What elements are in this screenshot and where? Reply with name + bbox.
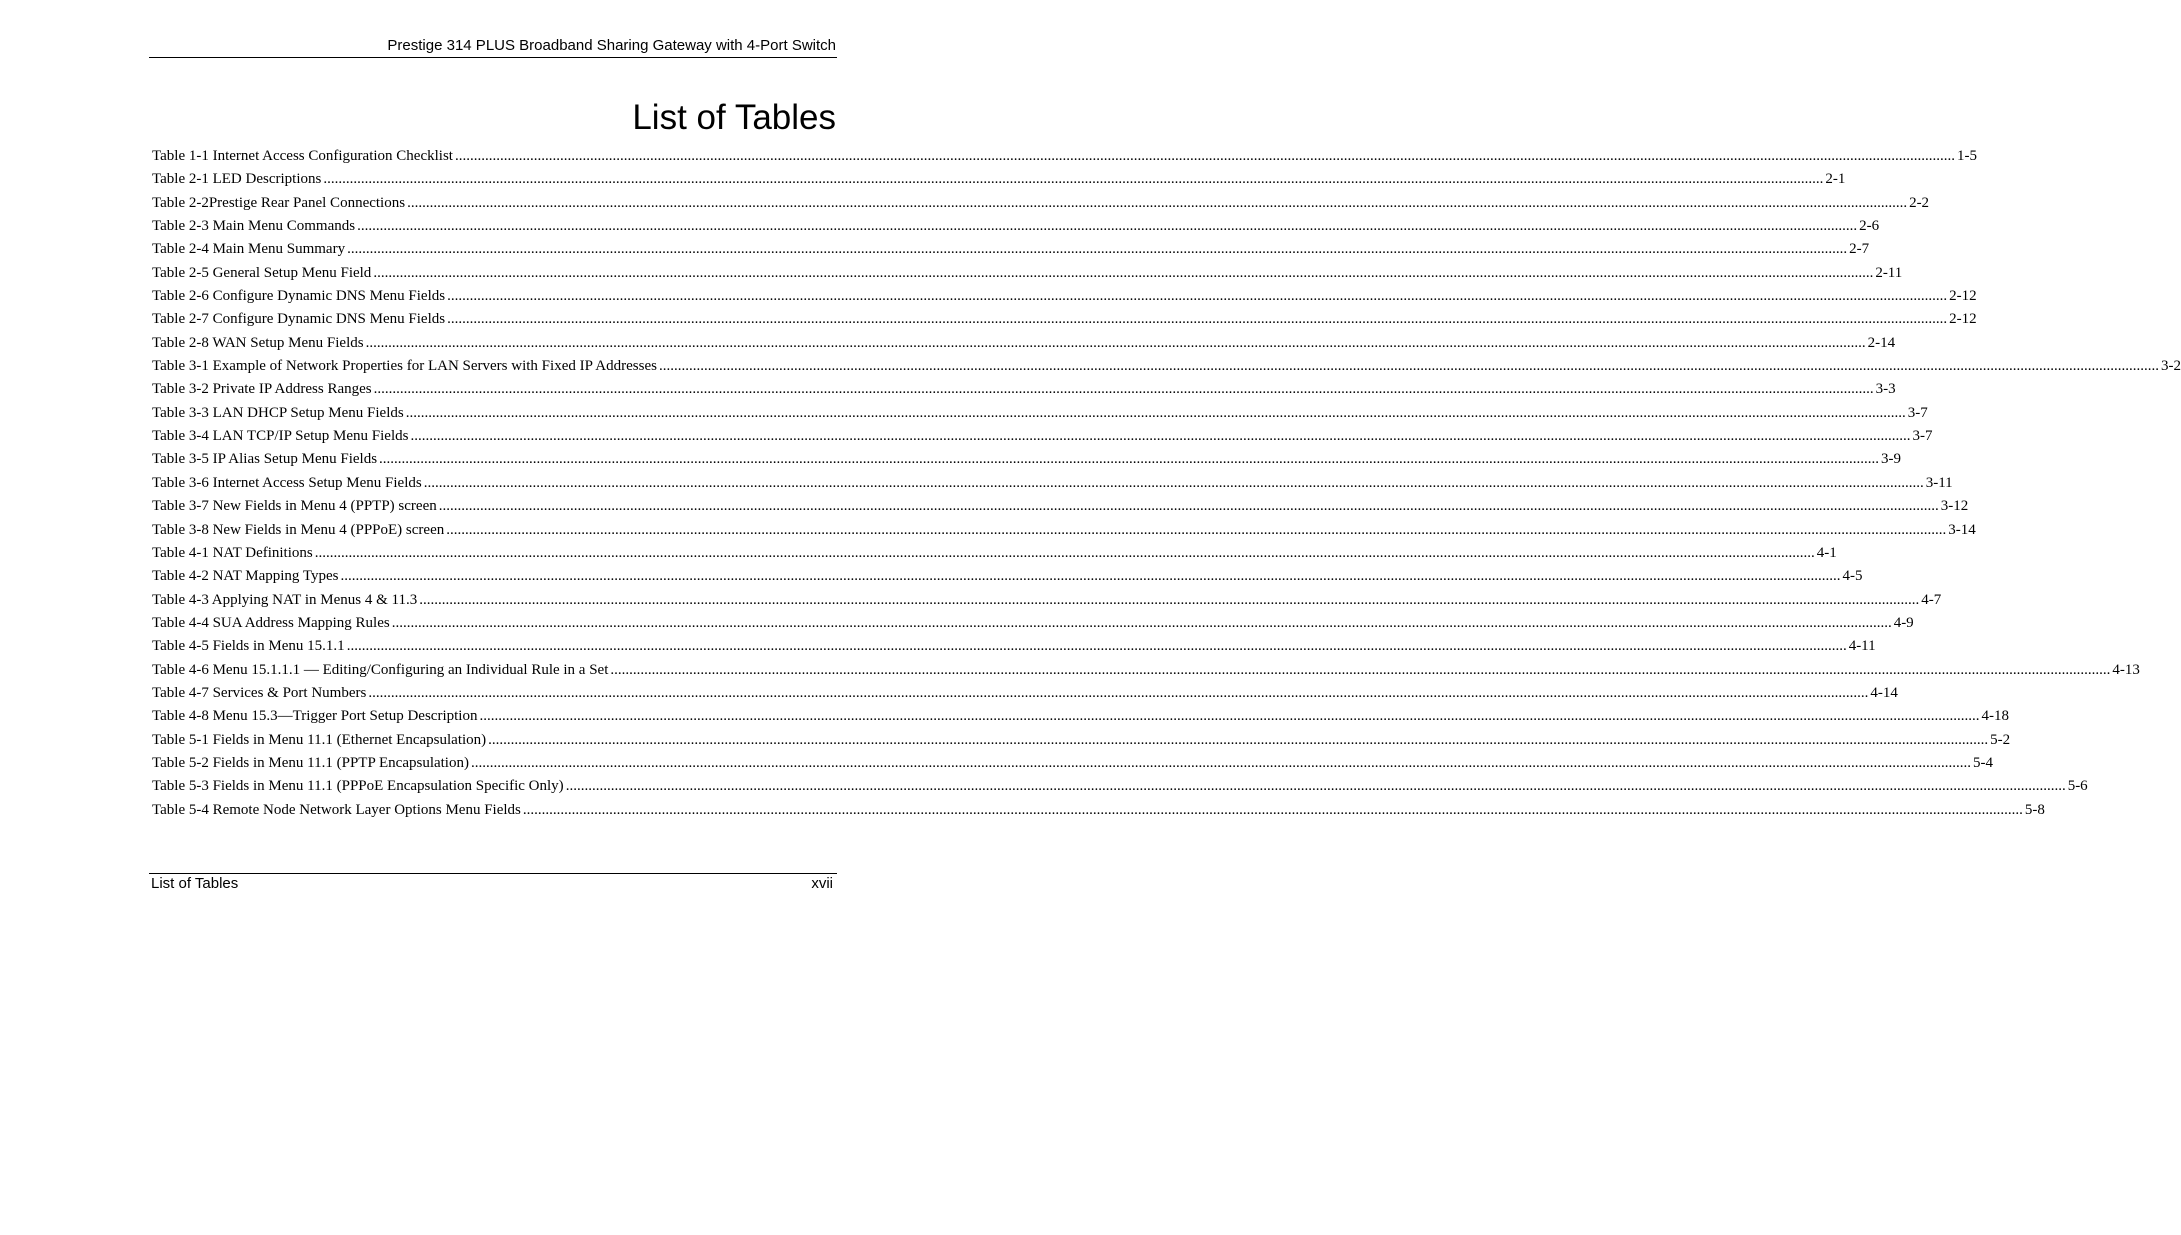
toc-entry[interactable] [152,308,1977,331]
toc-entry-page: 2-14 [1867,334,1896,351]
toc-entry-label: Table 3-7 New Fields in Menu 4 (PPTP) screen [152,498,437,515]
footer-page-number: xvii [811,875,833,892]
toc-entry-label: Table 5-3 Fields in Menu 11.1 (PPPoE Encapsulation Specific Only) [152,778,564,795]
toc-entry-page: 2-2 [1909,194,1930,211]
toc-entry-label: Table 4-7 Services & Port Numbers [152,684,367,701]
toc-entry-page: 4-13 [2112,661,2140,678]
dot-leader: ................................................................................................................................................................................................................................................................................................................................................................................................................ [347,241,1848,258]
dot-leader: ................................................................................................................................................................................................................................................................................................................................................................................................................ [357,218,1858,235]
toc-entry-label: Table 3-2 Private IP Address Ranges [152,381,372,398]
toc-entry-label: Table 4-4 SUA Address Mapping Rules [152,614,390,631]
dot-leader: ................................................................................................................................................................................................................................................................................................................................................................................................................ [522,801,2023,818]
dot-leader: ................................................................................................................................................................................................................................................................................................................................................................................................................ [658,358,2159,375]
toc-entry-page: 2-12 [1949,311,1977,328]
toc-entry[interactable] [152,659,2140,682]
toc-entry[interactable] [152,332,1896,355]
toc-entry-label: Table 1-1 Internet Access Configuration Checklist [152,148,453,164]
dot-leader: ................................................................................................................................................................................................................................................................................................................................................................................................................ [423,474,1924,491]
dot-leader: ................................................................................................................................................................................................................................................................................................................................................................................................................ [479,708,1980,725]
toc-entry-page: 4-11 [1848,638,1876,655]
dot-leader: ................................................................................................................................................................................................................................................................................................................................................................................................................ [340,568,1841,585]
toc-entry-label: Table 4-3 Applying NAT in Menus 4 & 11.3 [152,591,418,608]
toc-entry-label: Table 2-7 Configure Dynamic DNS Menu Fields [152,311,446,328]
toc-entry-page: 5-4 [1972,754,1993,771]
dot-leader: ................................................................................................................................................................................................................................................................................................................................................................................................................ [323,171,1824,188]
toc-entry-page: 2-11 [1875,264,1903,281]
toc-entry-label: Table 2-3 Main Menu Commands [152,218,356,235]
toc-entry[interactable] [152,682,1898,705]
dot-leader: ................................................................................................................................................................................................................................................................................................................................................................................................................ [610,661,2111,678]
dot-leader: ................................................................................................................................................................................................................................................................................................................................................................................................................ [565,778,2066,795]
toc-entry[interactable] [152,495,1969,518]
dot-leader: ................................................................................................................................................................................................................................................................................................................................................................................................................ [405,404,1906,421]
toc-entry[interactable] [152,238,1870,261]
dot-leader: ................................................................................................................................................................................................................................................................................................................................................................................................................ [438,498,1939,515]
toc-entry-page: 3-2 [2160,358,2181,375]
toc-entry-page: 3-11 [1925,474,1953,491]
dot-leader: ................................................................................................................................................................................................................................................................................................................................................................................................................ [410,428,1911,445]
toc-entry-page: 3-12 [1940,498,1969,515]
dot-leader: ................................................................................................................................................................................................................................................................................................................................................................................................................ [368,684,1869,701]
toc-entry-label: Table 3-8 New Fields in Menu 4 (PPPoE) screen [152,521,445,538]
dot-leader: ................................................................................................................................................................................................................................................................................................................................................................................................................ [314,544,1815,561]
toc-entry[interactable] [152,262,1903,285]
toc-entry[interactable] [152,705,2009,728]
toc-entry-label: Table 5-4 Remote Node Network Layer Options Menu Fields [152,801,521,818]
toc-entry-label: Table 2-8 WAN Setup Menu Fields [152,334,364,351]
dot-leader: ................................................................................................................................................................................................................................................................................................................................................................................................................ [373,381,1874,398]
toc-entry[interactable] [152,752,1993,775]
toc-entry[interactable] [152,612,1914,635]
dot-leader: ................................................................................................................................................................................................................................................................................................................................................................................................................ [454,148,1955,164]
toc-entry-label: Table 4-5 Fields in Menu 15.1.1 [152,638,345,655]
toc-entry-page: 2-7 [1849,241,1870,258]
toc-entry-label: Table 4-1 NAT Definitions [152,544,313,561]
toc-entry-page: 3-9 [1881,451,1902,468]
table-of-tables-list [152,145,2181,822]
toc-entry-label: Table 3-5 IP Alias Setup Menu Fields [152,451,378,468]
toc-entry-page: 4-9 [1893,614,1914,631]
toc-entry-label: Table 2-4 Main Menu Summary [152,241,346,258]
toc-entry[interactable] [152,402,1928,425]
footer-section-name: List of Tables [151,875,239,892]
toc-entry-label: Table 2-5 General Setup Menu Field [152,264,372,281]
toc-entry[interactable] [152,145,1977,168]
dot-leader: ................................................................................................................................................................................................................................................................................................................................................................................................................ [447,288,1948,305]
toc-entry-page: 2-12 [1949,288,1977,305]
toc-entry-label: Table 3-3 LAN DHCP Setup Menu Fields [152,404,404,421]
toc-entry-page: 4-5 [1842,568,1863,585]
toc-entry-label: Table 3-4 LAN TCP/IP Setup Menu Fields [152,428,409,445]
toc-entry[interactable] [152,589,1942,612]
toc-entry-page: 5-6 [2067,778,2088,795]
toc-entry[interactable] [152,565,1863,588]
toc-entry[interactable] [152,448,1902,471]
toc-entry[interactable] [152,168,1846,191]
toc-entry-label: Table 3-6 Internet Access Setup Menu Fields [152,474,422,491]
toc-entry-label: Table 3-1 Example of Network Properties for LAN Servers with Fixed IP Addresses [152,358,657,375]
page-title: List of Tables [632,98,836,137]
toc-entry-page: 3-3 [1875,381,1896,398]
toc-entry[interactable] [152,192,1930,215]
toc-entry-page: 5-2 [1990,731,2011,748]
toc-entry[interactable] [152,729,2011,752]
dot-leader: ................................................................................................................................................................................................................................................................................................................................................................................................................ [446,521,1947,538]
toc-entry-page: 4-1 [1816,544,1837,561]
toc-entry[interactable] [152,635,1876,658]
toc-entry-label: Table 5-2 Fields in Menu 11.1 (PPTP Encapsulation) [152,754,469,771]
toc-entry[interactable] [152,542,1837,565]
dot-leader: ................................................................................................................................................................................................................................................................................................................................................................................................................ [488,731,1989,748]
toc-entry-label: Table 4-6 Menu 15.1.1.1 — Editing/Configuring an Individual Rule in a Set [152,661,609,678]
toc-entry-label: Table 4-2 NAT Mapping Types [152,568,339,585]
toc-entry[interactable] [152,775,2088,798]
toc-entry-label: Table 2-2Prestige Rear Panel Connections [152,194,406,211]
dot-leader: ................................................................................................................................................................................................................................................................................................................................................................................................................ [470,754,1971,771]
toc-entry[interactable] [152,799,2045,822]
toc-entry-page: 4-14 [1870,684,1898,701]
toc-entry[interactable] [152,215,1880,238]
toc-entry-page: 4-7 [1921,591,1942,608]
toc-entry-page: 3-7 [1907,404,1928,421]
toc-entry[interactable] [152,472,1953,495]
running-header-title: Prestige 314 PLUS Broadband Sharing Gateway with 4-Port Switch [387,37,836,54]
toc-entry[interactable] [152,425,1933,448]
dot-leader: ................................................................................................................................................................................................................................................................................................................................................................................................................ [447,311,1948,328]
toc-entry-page: 3-14 [1948,521,1976,538]
header-divider [149,57,837,58]
dot-leader: ................................................................................................................................................................................................................................................................................................................................................................................................................ [365,334,1866,351]
toc-entry-page: 3-7 [1912,428,1933,445]
toc-entry-page: 4-18 [1981,708,2009,725]
dot-leader: ................................................................................................................................................................................................................................................................................................................................................................................................................ [419,591,1920,608]
toc-entry[interactable] [152,355,2181,378]
toc-entry-page: 2-6 [1859,218,1880,235]
toc-entry-page: 1-5 [1956,148,1977,164]
toc-entry-label: Table 5-1 Fields in Menu 11.1 (Ethernet Encapsulation) [152,731,487,748]
dot-leader: ................................................................................................................................................................................................................................................................................................................................................................................................................ [346,638,1847,655]
toc-entry[interactable] [152,285,1977,308]
dot-leader: ................................................................................................................................................................................................................................................................................................................................................................................................................ [407,194,1908,211]
dot-leader: ................................................................................................................................................................................................................................................................................................................................................................................................................ [379,451,1880,468]
toc-entry-label: Table 4-8 Menu 15.3—Trigger Port Setup Description [152,708,478,725]
toc-entry[interactable] [152,519,1976,542]
toc-entry-page: 2-1 [1825,171,1846,188]
toc-entry-label: Table 2-1 LED Descriptions [152,171,322,188]
toc-entry[interactable] [152,378,1896,401]
footer-divider [149,873,837,874]
toc-entry-label: Table 2-6 Configure Dynamic DNS Menu Fields [152,288,446,305]
toc-entry-page: 5-8 [2024,801,2045,818]
dot-leader: ................................................................................................................................................................................................................................................................................................................................................................................................................ [373,264,1874,281]
dot-leader: ................................................................................................................................................................................................................................................................................................................................................................................................................ [391,614,1892,631]
